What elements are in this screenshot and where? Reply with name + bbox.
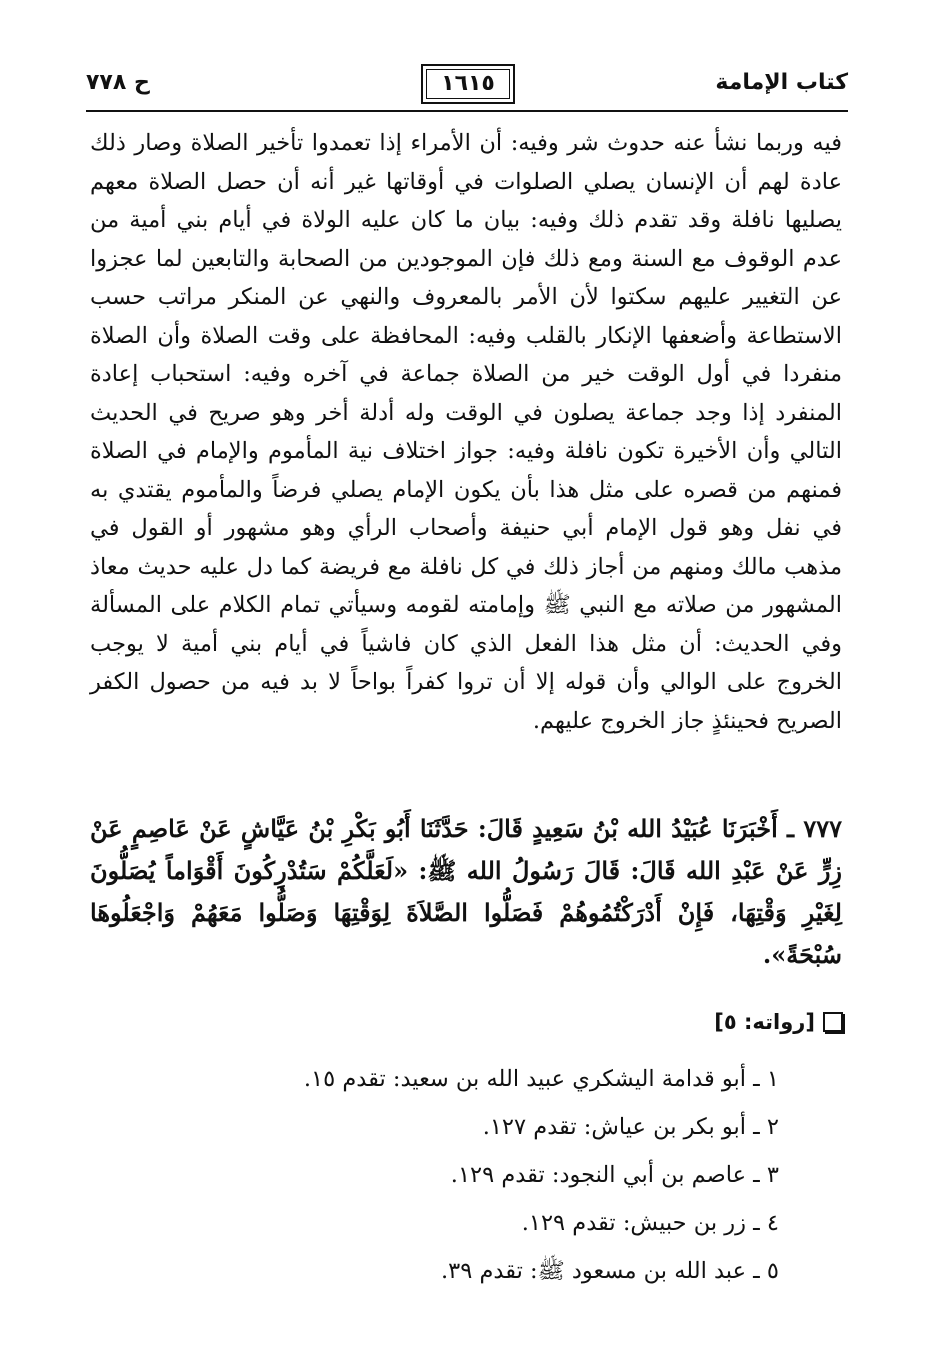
narrators-list (159, 1055, 779, 1295)
checkbox-icon (823, 1012, 843, 1032)
header-divider (86, 110, 848, 112)
page-number: ١٦١٥ (421, 64, 515, 104)
list-item: ١ ـ أبو قدامة اليشكري عبيد الله بن سعيد: تقدم ١٥. (303, 1066, 779, 1092)
commentary-paragraph: فيه وربما نشأ عنه حدوث شر وفيه: أن الأمراء إذا تعمدوا تأخير الصلاة وصار ذلك عادة لهم أن الإنسان يصلي الصلوات في أوقاتها غير أنه أن حصل الصلاة معهم يصليها نافلة وقد تقدم ذلك وفيه: بيان ما كان عليه الولاة في أيام بني أمية من عدم الوقوف مع السنة ومع ذلك فإن الموجودين من الصحابة والتابعين لما عجزوا عن التغيير عليهم سكتوا لأن الأمر بالمعروف والنهي عن المنكر مراتب حسب الاستطاعة وأضعفها الإنكار بالقلب وفيه: المحافظة على وقت الصلاة وأن الصلاة منفردا في أول الوقت خير من الصلاة جماعة في آخره وفيه: استحباب إعادة المنفرد إذا وجد جماعة يصلون في الوقت وله أدلة أخر وهو صريح في الحديث التالي وأن الأخيرة تكون نافلة وفيه: جواز اختلاف نية المأموم والإمام في الصلاة فمنهم من قصره على مثل هذا بأن يكون الإمام يصلي فرضاً والمأموم يقتدي به في نفل وهو قول الإمام أبي حنيفة وأصحاب الرأي وهو مشهور أو القول في مذهب مالك ومنهم من أجاز ذلك في كل نافلة مع فريضة كما دل عليه حديث معاذ المشهور من صلاته مع النبي ﷺ وإمامته لقومه وسيأتي تمام الكلام على المسألة وفي الحديث: أن مثل هذا الفعل الذي كان فاشياً في أيام بني أمية لا يوجب الخروج على الوالي وأن قوله إلا أن تروا كفراً بواحاً لا بد فيه من حصول الكفر الصريح فحينئذٍ جاز الخروج عليهم. (90, 130, 842, 734)
page-header (86, 64, 848, 114)
list-item: ٢ ـ أبو بكر بن عياش: تقدم ١٢٧. (482, 1114, 779, 1140)
book-title: كتاب الإمامة (715, 70, 848, 95)
narrators-heading-label: [رواته: ٥] (714, 1010, 815, 1034)
narrators-heading (714, 1010, 843, 1034)
list-item: ٥ ـ عبد الله بن مسعود ﷺ: تقدم ٣٩. (440, 1258, 779, 1284)
list-item: ٣ ـ عاصم بن أبي النجود: تقدم ١٢٩. (450, 1162, 779, 1188)
list-item: ٤ ـ زر بن حبيش: تقدم ١٢٩. (521, 1210, 779, 1236)
hadith-reference: ح ٧٧٨ (86, 70, 150, 95)
hadith-text: ٧٧٧ ـ أَخْبَرَنَا عُبَيْدُ الله بْنُ سَعِيدٍ قَالَ: حَدَّثَنَا أَبُو بَكْرِ بْنُ عَيَّاشٍ عَنْ عَاصِمٍ عَنْ زِرٍّ عَنْ عَبْدِ الله قَالَ: قَالَ رَسُولُ الله ﷺ: «لَعَلَّكُمْ سَتُدْرِكُونَ أَقْوَاماً يُصَلُّونَ لِغَيْرِ وَقْتِهَا، فَإِنْ أَدْرَكْتُمُوهُمْ فَصَلُّوا الصَّلاَةَ لِوَقْتِهَا وَصَلُّوا مَعَهُمْ وَاجْعَلُوهَا سُبْحَةً». (90, 814, 842, 969)
